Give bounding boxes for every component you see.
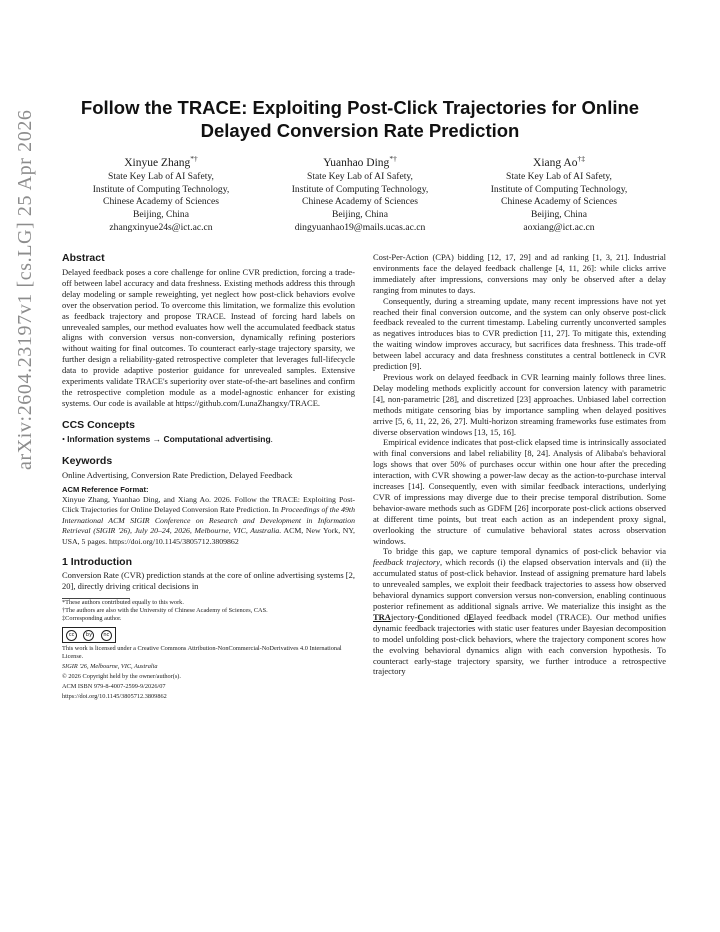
ccs-period: . <box>270 433 273 444</box>
author-affiliation: State Key Lab of AI Safety, <box>506 170 612 182</box>
license-text: This work is licensed under a Creative Commons Attribution-NonCommercial-NoDerivatives 4.0 International License. <box>62 645 342 661</box>
ref-plain: Xinyue Zhang, Yuanhao Ding, and Xiang Ao. 2026. Follow the TRACE: Exploiting Post-Click Trajectories for Online Delayed Conversion Rate Prediction. In <box>62 494 355 515</box>
copyright: © 2026 Copyright held by the owner/author(s). <box>62 673 181 681</box>
author-1 <box>62 152 260 235</box>
acm-reference <box>62 495 355 548</box>
acronym-letters: C <box>417 611 424 622</box>
author-city: Beijing, China <box>133 209 189 221</box>
author-email[interactable]: dingyuanhao19@mails.ucas.ac.cn <box>294 222 426 234</box>
author-marks: *† <box>389 154 397 163</box>
author-city: Beijing, China <box>332 209 388 221</box>
acronym-letters: TRA <box>373 611 391 622</box>
author-marks: †‡ <box>577 154 585 163</box>
author-affiliation: Chinese Academy of Sciences <box>302 196 418 208</box>
author-email[interactable]: zhangxinyue24s@ict.ac.cn <box>109 222 213 234</box>
footnote: *These authors contributed equally to this work. <box>62 599 184 607</box>
nc-icon: nc <box>101 630 112 641</box>
ccs-concept: Information systems → Computational advertising <box>67 433 271 444</box>
intro-heading: 1 Introduction <box>62 555 132 568</box>
author-name: Xiang Ao <box>533 156 578 169</box>
acronym-letters: E <box>468 611 474 622</box>
ccs-heading: CCS Concepts <box>62 418 135 431</box>
author-3 <box>460 152 658 235</box>
text-run: layed feedback model (TRACE). Our method unifies dynamic feedback trajectories with static user features under Bayesian decomposition to model unfolding post-click behaviors, where the trajectory component scores how the evolving behavioral dynamics align with each conversion hypothesis. To counteract early-stage trajectory sparsity, we further introduce a retrospective trajectory <box>373 611 667 677</box>
emphasis: feedback trajectory <box>373 557 440 568</box>
author-affiliation: Institute of Computing Technology, <box>490 183 628 195</box>
text-run: To bridge this gap, we capture temporal dynamics of post-click behavior via <box>383 546 666 557</box>
ccs-bullet: • <box>62 433 65 444</box>
author-affiliation: Institute of Computing Technology, <box>92 183 230 195</box>
author-affiliation: Chinese Academy of Sciences <box>501 196 617 208</box>
arxiv-stamp: arXiv:2604.23197v1 [cs.LG] 25 Apr 2026 <box>14 109 36 470</box>
footnote: †The authors are also with the University of Chinese Academy of Sciences, CAS. <box>62 607 268 615</box>
abstract-text: Delayed feedback poses a core challenge for online CVR prediction, forcing a trade-off between label accuracy and data freshness. Existing methods address this through delay modeling or sample reweighting, yet neglect how post-click behaviors evolve over the observation period. To overcome this limitation, we formalize this evolution as feedback trajectory and propose TRACE. Instead of forcing hard labels on unrevealed samples, our method evaluates how well the accumulated feedback status aligns with conversion versus non-conversion, dynamically refining posteriors without waiting for final outcomes. To counteract early-stage trajectory sparsity, we further design a reliability-gated retrospective completer that leverages full-lifecycle data to provide adaptive posterior guidance for unrevealed samples. Extensive experiments validate TRACE's superiority over state-of-the-art baselines and confirm the retrospective completion module as a model-agnostic enhancer for existing systems. Our code is available at https://github.com/LunaZhangxy/TRACE. <box>62 267 355 408</box>
author-affiliation: State Key Lab of AI Safety, <box>108 170 214 182</box>
author-affiliation: State Key Lab of AI Safety, <box>307 170 413 182</box>
author-2 <box>261 152 459 235</box>
left-column <box>62 252 355 701</box>
text-run: , which records (i) the elapsed observation intervals and (ii) the accumulated status of post-click behavior. Instead of assigning premature hard labels to unrevealed samples, we exploit their feedback trajectories to assess how observed behavioral dynamics support conversion versus non-conversion, enabling continuous posterior refinement as additional signals arrive. We materialize this insight as the <box>373 557 666 611</box>
author-name: Yuanhao Ding <box>323 156 390 169</box>
paragraph: Cost-Per-Action (CPA) bidding [12, 17, 29] and ad ranking [1, 3, 21]. Industrial environments face the delayed feedback challenge [4, 11, 26]: while clicks arrive immediately after impressions, conversions may only be observed after a delay ranging from minutes to days. <box>373 252 666 295</box>
ref-doi: ACM, New York, NY, USA, 5 pages. https://doi.org/10.1145/3805712.3809862 <box>62 526 355 546</box>
author-block <box>62 152 658 235</box>
author-city: Beijing, China <box>531 209 587 221</box>
intro-text: Conversion Rate (CVR) prediction stands at the core of online advertising systems [2, 20], directly driving critical decisions in <box>62 570 355 592</box>
paragraph: Consequently, during a streaming update, many recent impressions have not yet reached their final conversion outcome, and the system can only observe post-click feedback revealed to the current timestamp. Labeling currently unconverted samples as negatives introduces bias to CVR prediction [11, 27]. To mitigate this, extending the waiting window improves accuracy, but sacrifices data freshness. This trade-off between label accuracy and data freshness constitutes a central bottleneck in CVR prediction [9]. <box>373 295 666 372</box>
right-column <box>373 252 666 677</box>
text-run: jectory- <box>390 611 418 622</box>
keywords-heading: Keywords <box>62 454 113 467</box>
venue-line: SIGIR '26, Melbourne, VIC, Australia <box>62 663 158 671</box>
paper-title: Follow the TRACE: Exploiting Post-Click Trajectories for Online Delayed Conversion Rate Prediction <box>80 97 640 141</box>
abstract-heading: Abstract <box>62 252 105 264</box>
paragraph: Empirical evidence indicates that post-click elapsed time is intrinsically associated with final conversions and label reliability [8, 24]. Analysis of Alibaba's behavioral logs shows that over 50% of purchases occur within one hour after the preceding interaction, with CVR showing a power-law decay as the action-to-purchase interval increases [14]. Consequently, even with similar feedback interactions, underlying CVR of impressions may diverge due to their precise temporal distribution. Some behavior-aware methods such as GDFM [26] incorporate post-click actions observed at different time points, but treat each action as an independent proxy signal, overlooking the structure of cumulative behavioral states across observation windows. <box>373 437 666 546</box>
doi-link[interactable]: https://doi.org/10.1145/3805712.3809862 <box>62 693 167 701</box>
author-affiliation: Chinese Academy of Sciences <box>103 196 219 208</box>
text-run: onditioned d <box>423 611 469 622</box>
footnote: ‡Corresponding author. <box>62 615 122 623</box>
cc-icon: cc <box>66 630 77 641</box>
paragraph: Previous work on delayed feedback in CVR learning mainly follows three lines. Delay modeling methods explicitly account for conversion latency with parametric [4], non-parametric [28], and discretized [23] approaches. Unbiased label correction methods mitigate censoring bias by importance sampling when delayed positives arrive [5, 6, 11, 22, 26, 27]. Multi-horizon streaming frameworks fuse estimates from diverse observation windows [13, 15, 16]. <box>373 371 666 437</box>
author-email[interactable]: aoxiang@ict.ac.cn <box>523 222 595 234</box>
ref-venue: Proceedings of the 49th International ACM SIGIR Conference on Research and Development in Information Retrieval (SIGIR '26), July 20–24, 2026, Melbourne, VIC, Australia. <box>62 505 355 536</box>
author-name: Xinyue Zhang <box>124 156 191 169</box>
cc-license-badge[interactable] <box>62 627 116 643</box>
acm-ref-heading: ACM Reference Format: <box>62 484 149 494</box>
by-icon: by <box>83 630 94 641</box>
isbn: ACM ISBN 979-8-4007-2599-9/2026/07 <box>62 683 166 691</box>
ccs-concepts <box>62 434 355 445</box>
keywords: Online Advertising, Conversion Rate Prediction, Delayed Feedback <box>62 469 293 480</box>
author-marks: *† <box>190 154 198 163</box>
author-affiliation: Institute of Computing Technology, <box>291 183 429 195</box>
paragraph <box>373 546 666 677</box>
